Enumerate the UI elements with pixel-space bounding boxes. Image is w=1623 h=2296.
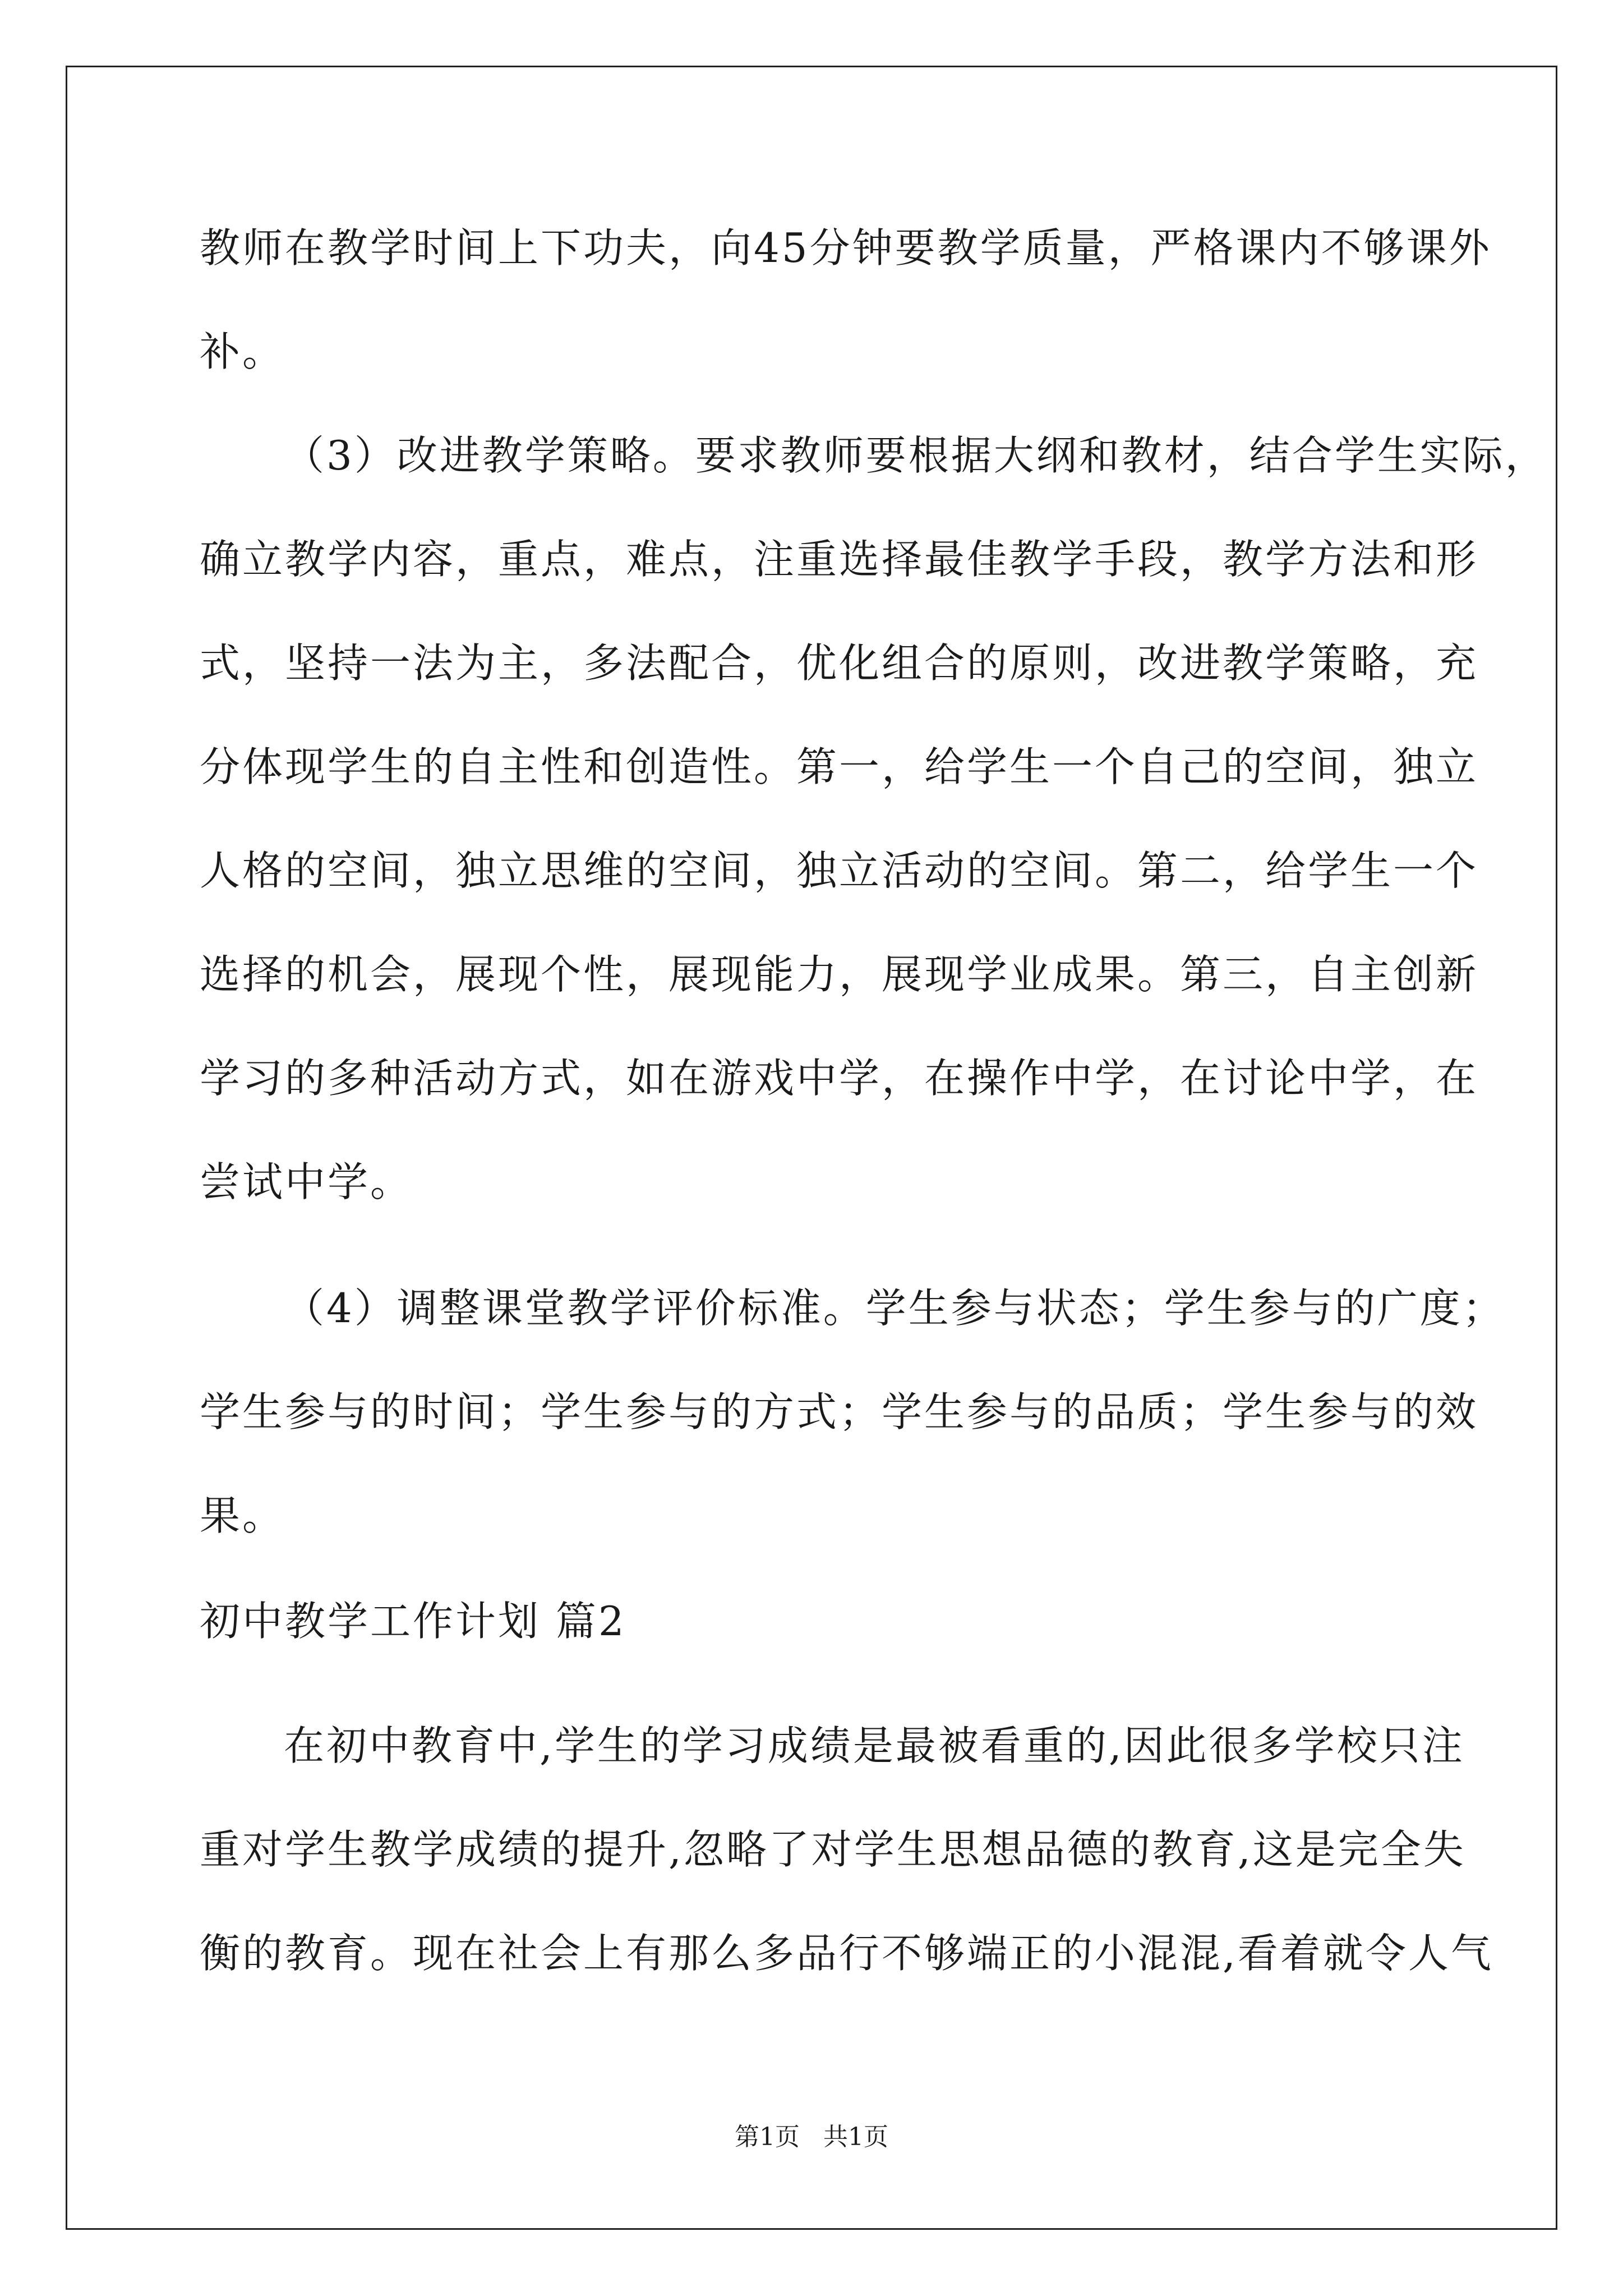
paragraph-1-line-1: 教师在教学时间上下功夫，向45分钟要教学质量，严格课内不够课外 [200,224,1492,272]
paragraph-1-line-2: 补。 [200,328,285,375]
paragraph-2-line-4: 分体现学生的自主性和创造性。第一，给学生一个自己的空间，独立 [200,743,1479,790]
paragraph-2-line-3: 式，坚持一法为主，多法配合，优化组合的原则，改进教学策略，充 [200,639,1479,687]
paragraph-2-line-5: 人格的空间，独立思维的空间，独立活动的空间。第二，给学生一个 [200,847,1479,894]
paragraph-4 [200,1694,1493,2005]
paragraph-2-line-2: 确立教学内容，重点，难点，注重选择最佳教学手段，教学方法和形 [200,536,1479,583]
paragraph-4-line-3: 衡的教育。现在社会上有那么多品行不够端正的小混混,看着就令人气 [200,1930,1493,1977]
paragraph-3-line-1: （4）调整课堂教学评价标准。学生参与状态；学生参与的广度； [284,1285,1505,1332]
paragraph-2-line-6: 选择的机会，展现个性，展现能力，展现学业成果。第三，自主创新 [200,951,1479,998]
paragraph-3-line-2: 学生参与的时间；学生参与的方式；学生参与的品质；学生参与的效 [200,1388,1479,1435]
paragraph-2-line-8: 尝试中学。 [200,1158,413,1205]
paragraph-4-line-2: 重对学生教学成绩的提升,忽略了对学生思想品德的教育,这是完全失 [200,1826,1466,1873]
section-heading: 初中教学工作计划 篇2 [200,1598,626,1645]
paragraph-2-line-7: 学习的多种活动方式，如在游戏中学，在操作中学，在讨论中学，在 [200,1055,1479,1102]
paragraph-4-line-1: 在初中教育中,学生的学习成绩是最被看重的,因此很多学校只注 [284,1722,1465,1769]
paragraph-3-line-3: 果。 [200,1492,285,1539]
paragraph-2 [200,404,1548,1234]
page-footer: 第1页 共1页 [735,2123,888,2151]
paragraph-2-line-1: （3）改进教学策略。要求教师要根据大纲和教材，结合学生实际， [284,432,1548,479]
paragraph-1 [200,196,1492,404]
paragraph-3 [200,1257,1505,1568]
